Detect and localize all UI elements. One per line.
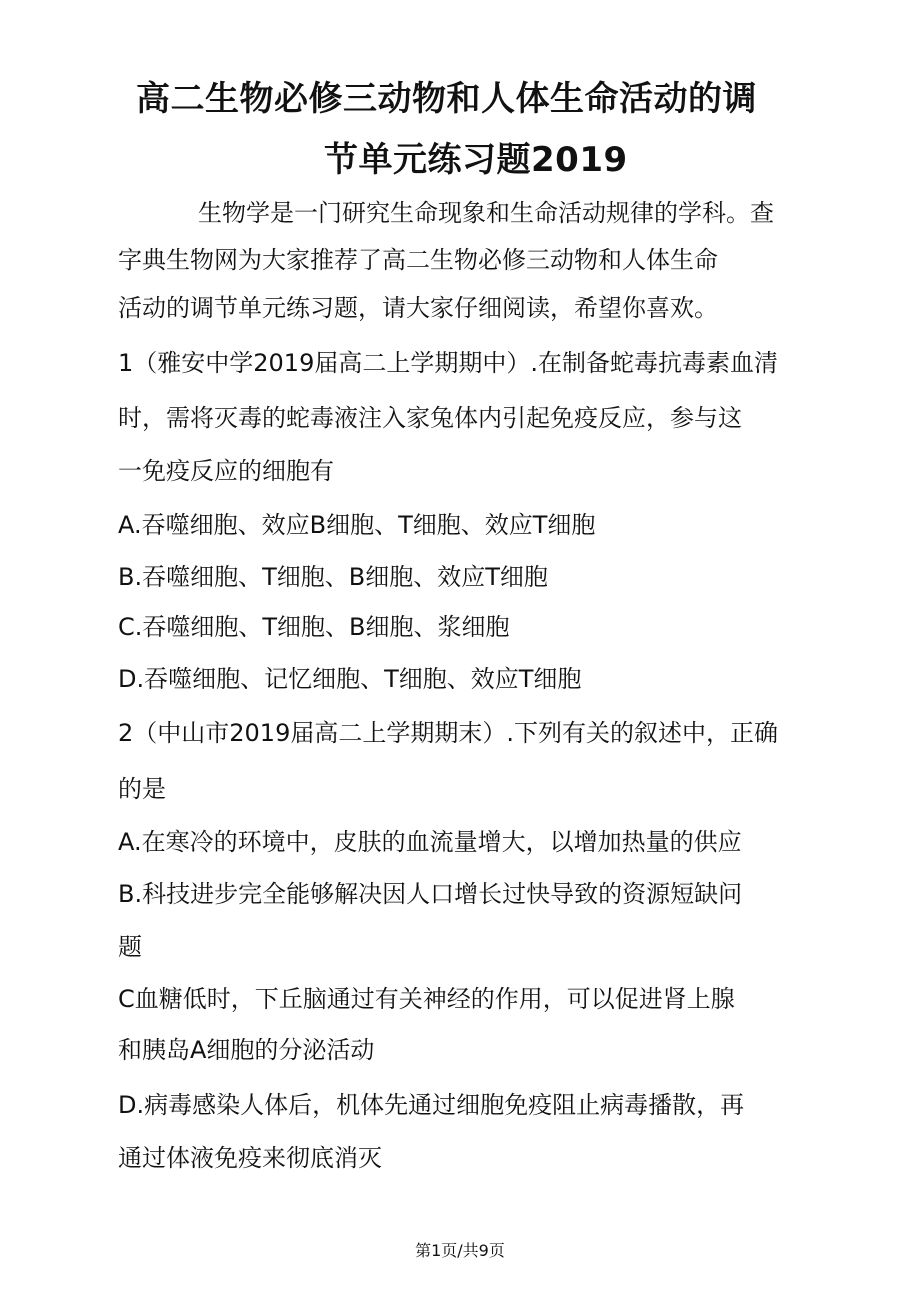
question-2-option-d-line-1: D.病毒感染人体后，机体先通过细胞免疫阻止病毒播散，再 [118,1091,745,1119]
question-1-option-d: D.吞噬细胞、记忆细胞、T细胞、效应T细胞 [118,665,582,693]
question-1-stem-line-1: 1（雅安中学2019届高二上学期期中）.在制备蛇毒抗毒素血清 [118,349,778,377]
question-1-stem-line-3: 一免疫反应的细胞有 [118,457,334,485]
question-2-option-a: A.在寒冷的环境中，皮肤的血流量增大，以增加热量的供应 [118,828,742,856]
intro-line-3: 活动的调节单元练习题，请大家仔细阅读，希望你喜欢。 [118,294,718,322]
page-footer: 第1页/共9页 [415,1241,505,1260]
intro-line-2: 字典生物网为大家推荐了高二生物必修三动物和人体生命 [118,246,718,274]
question-2-option-c-line-1: C血糖低时，下丘脑通过有关神经的作用，可以促进肾上腺 [118,985,735,1013]
question-2-stem-line-2: 的是 [118,775,166,803]
question-1-option-a: A.吞噬细胞、效应B细胞、T细胞、效应T细胞 [118,511,596,539]
question-1-option-c: C.吞噬细胞、T细胞、B细胞、浆细胞 [118,613,510,641]
question-2-option-b-line-1: B.科技进步完全能够解决因人口增长过快导致的资源短缺问 [118,880,743,908]
question-1-option-b: B.吞噬细胞、T细胞、B细胞、效应T细胞 [118,563,548,591]
question-2-option-c-line-2: 和胰岛A细胞的分泌活动 [118,1036,375,1064]
title-line-1: 高二生物必修三动物和人体生命活动的调 [136,79,757,119]
intro-line-1: 生物学是一门研究生命现象和生命活动规律的学科。查 [198,199,774,227]
title-line-2: 节单元练习题2019 [324,140,628,180]
question-2-stem-line-1: 2（中山市2019届高二上学期期末）.下列有关的叙述中，正确 [118,719,778,747]
question-1-stem-line-2: 时，需将灭毒的蛇毒液注入家兔体内引起免疫反应，参与这 [118,404,742,432]
question-2-option-b-line-2: 题 [118,933,142,961]
question-2-option-d-line-2: 通过体液免疫来彻底消灭 [118,1144,382,1172]
